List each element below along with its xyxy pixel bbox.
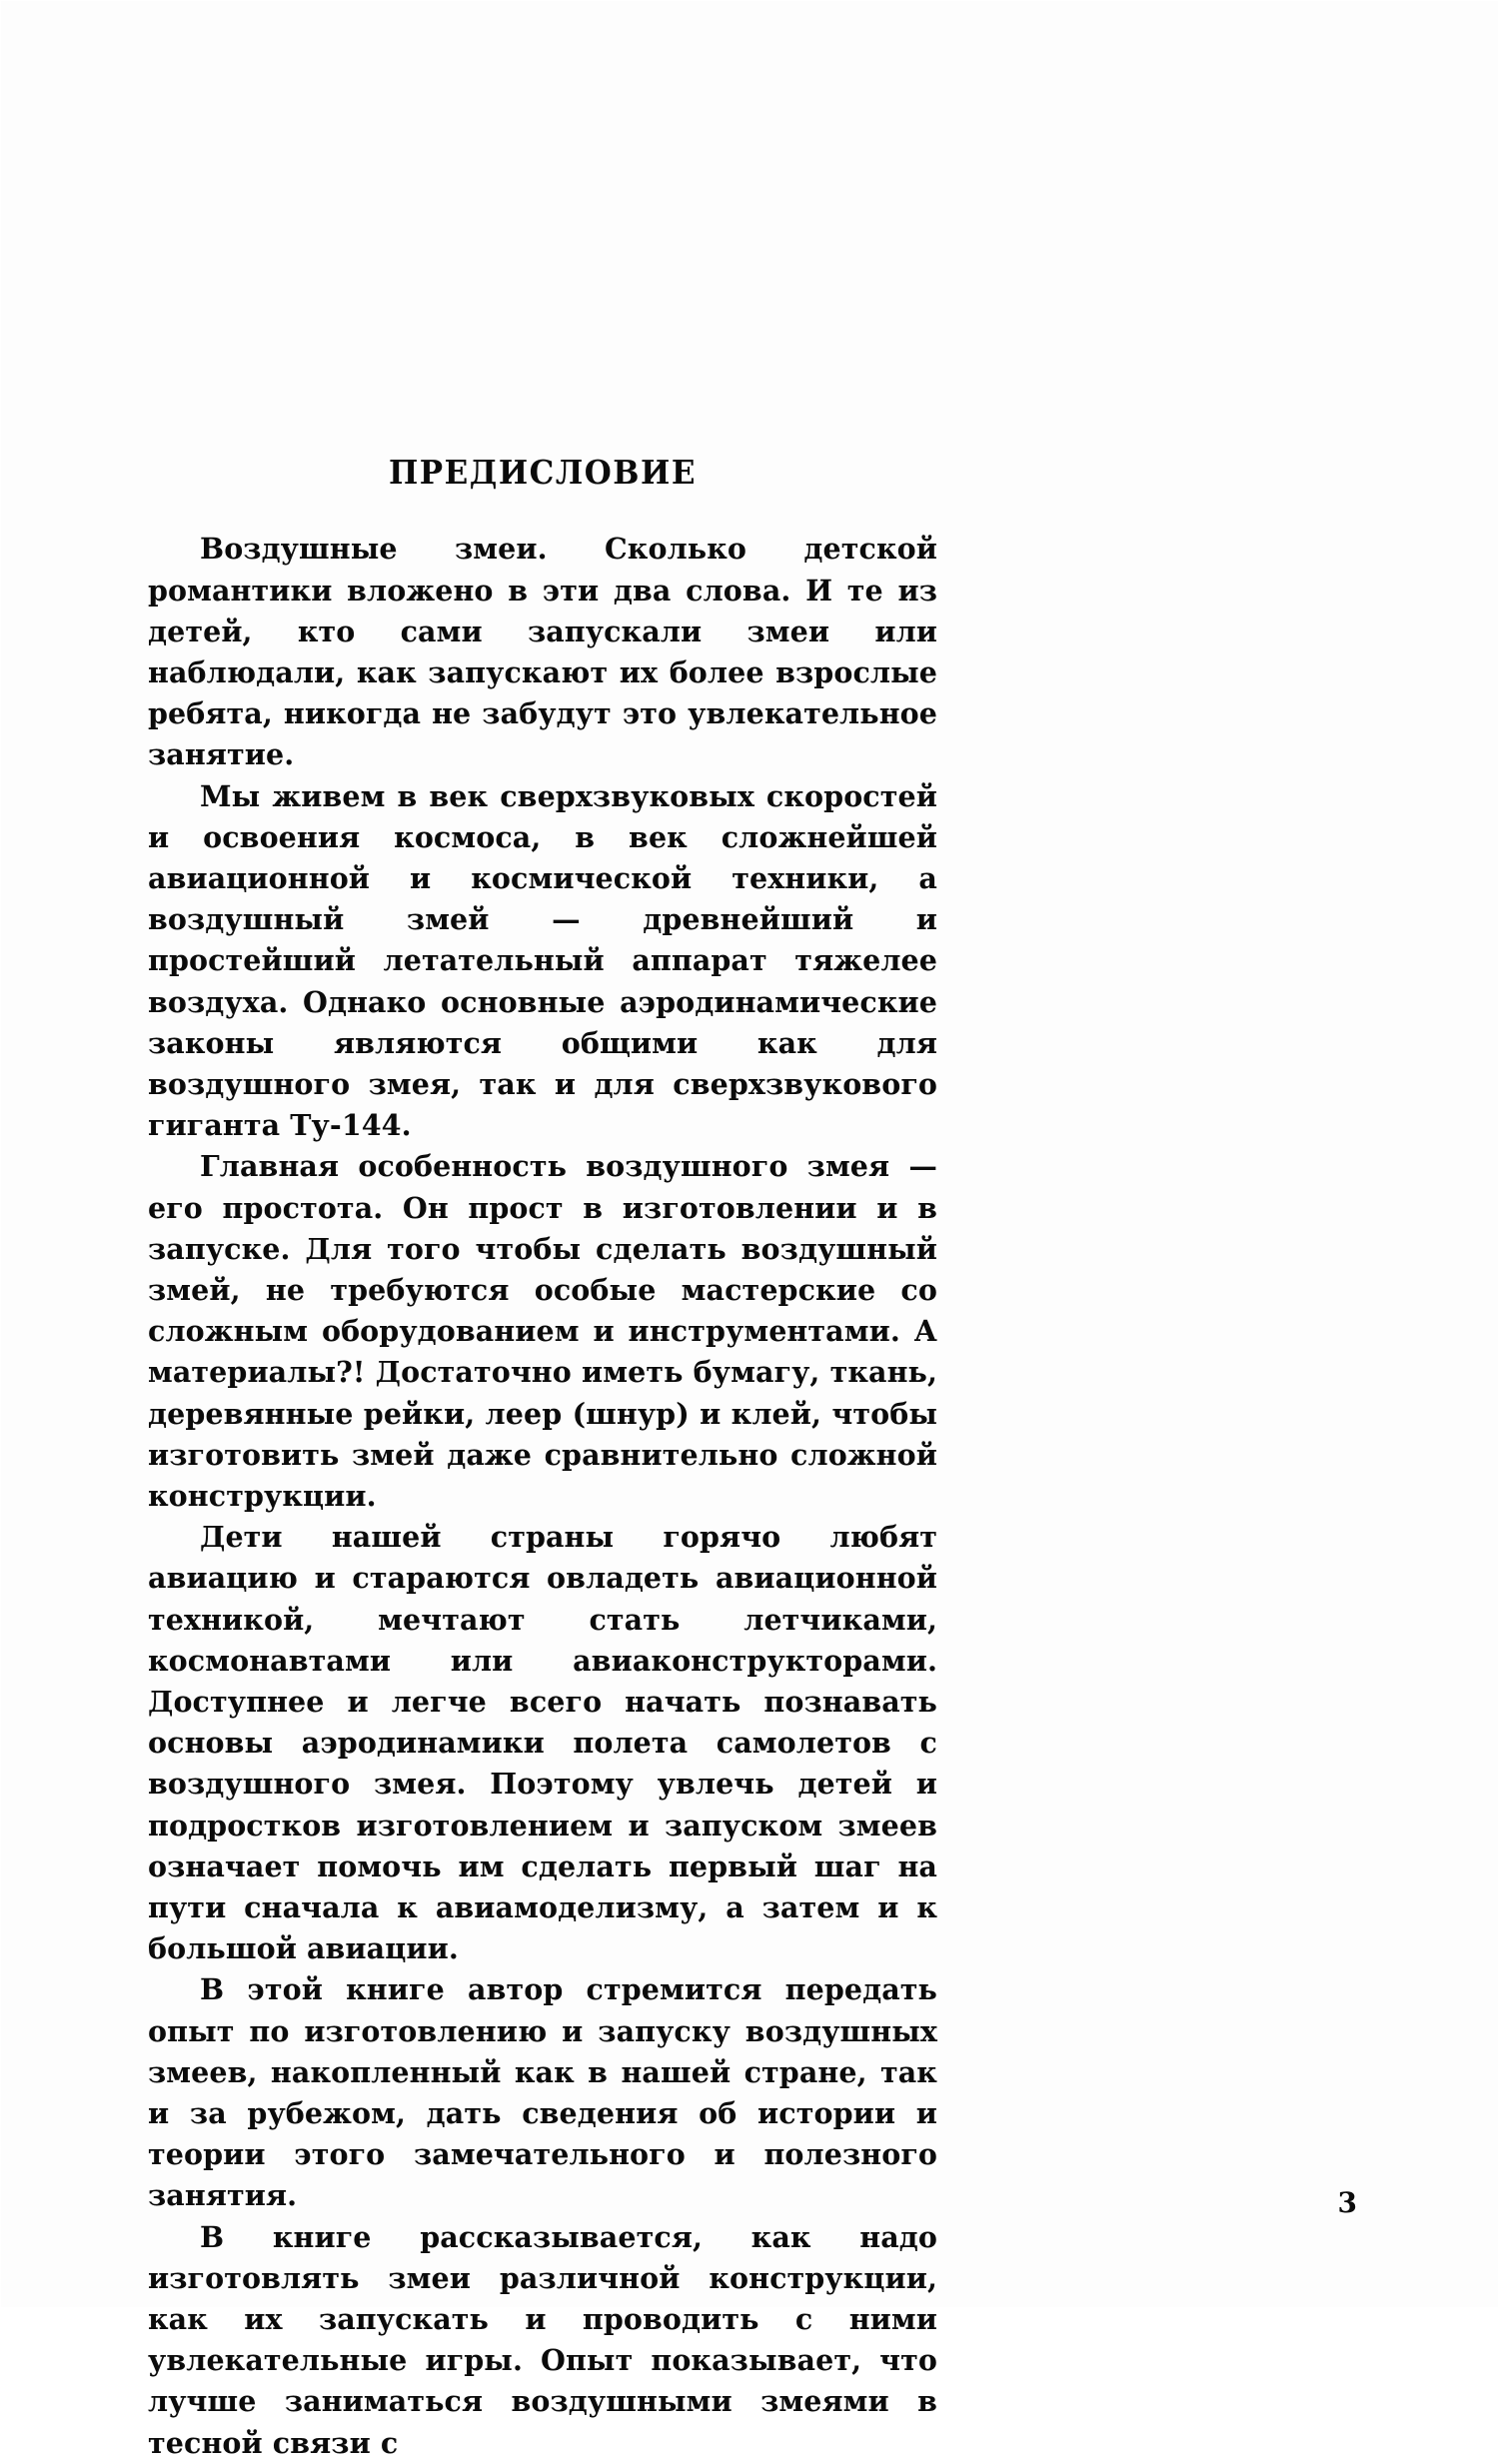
paragraph: Мы живем в век сверхзвуковых скоростей и освоения космоса, в век сложнейшей авиационной и космической техники, а воздушный змей — древнейший и простейший летательный аппарат тяжелее воздуха. Однако основные аэродинамические законы являются общими как для воздушного змея, так и для сверхзвукового гиганта Ту-144. bbox=[148, 778, 937, 1143]
paragraph: Воздушные змеи. Сколько детской романтики вложено в эти два слова. И те из детей, кто сами запускали змеи или наблюдали, как запускают их более взрослые ребята, никогда не забудут это увлекательное занятие. bbox=[148, 532, 937, 772]
page-content bbox=[148, 455, 937, 2464]
paragraph: В книге рассказывается, как надо изготовлять змеи различной конструкции, как их запускать и проводить с ними увлекательные игры. Опыт показывает, что лучше заниматься воздушными змеями в тесной связи с bbox=[148, 2219, 937, 2460]
paragraph: Дети нашей страны горячо любят авиацию и стараются овладеть авиационной техникой, мечтают стать летчиками, космонавтами или авиаконструкторами. Доступнее и легче всего начать познавать основы аэродинамики полета самолетов с воздушного змея. Поэтому увлечь детей и подростков изготовлением и запуском змеев означает помочь им сделать первый шаг на пути сначала к авиамоделизму, а затем и к большой авиации. bbox=[148, 1520, 937, 1966]
page-title: ПРЕДИСЛОВИЕ bbox=[388, 453, 697, 492]
paragraph: В этой книге автор стремится передать опыт по изготовлению и запуску воздушных змеев, накопленный как в нашей стране, так и за рубежом, дать сведения об истории и теории этого замечательного и полезного занятия. bbox=[148, 1972, 937, 2213]
page-number: 3 bbox=[1337, 2186, 1357, 2219]
paragraph: Главная особенность воздушного змея — его простота. Он прост в изготовлении и в запуске. Для того чтобы сделать воздушный змей, не требуются особые мастерские со сложным оборудованием и инструментами. А материалы?! Достаточно иметь бумагу, ткань, деревянные рейки, леер (шнур) и клей, чтобы изготовить змей даже сравнительно сложной конструкции. bbox=[148, 1149, 937, 1513]
body-text bbox=[148, 529, 937, 2464]
